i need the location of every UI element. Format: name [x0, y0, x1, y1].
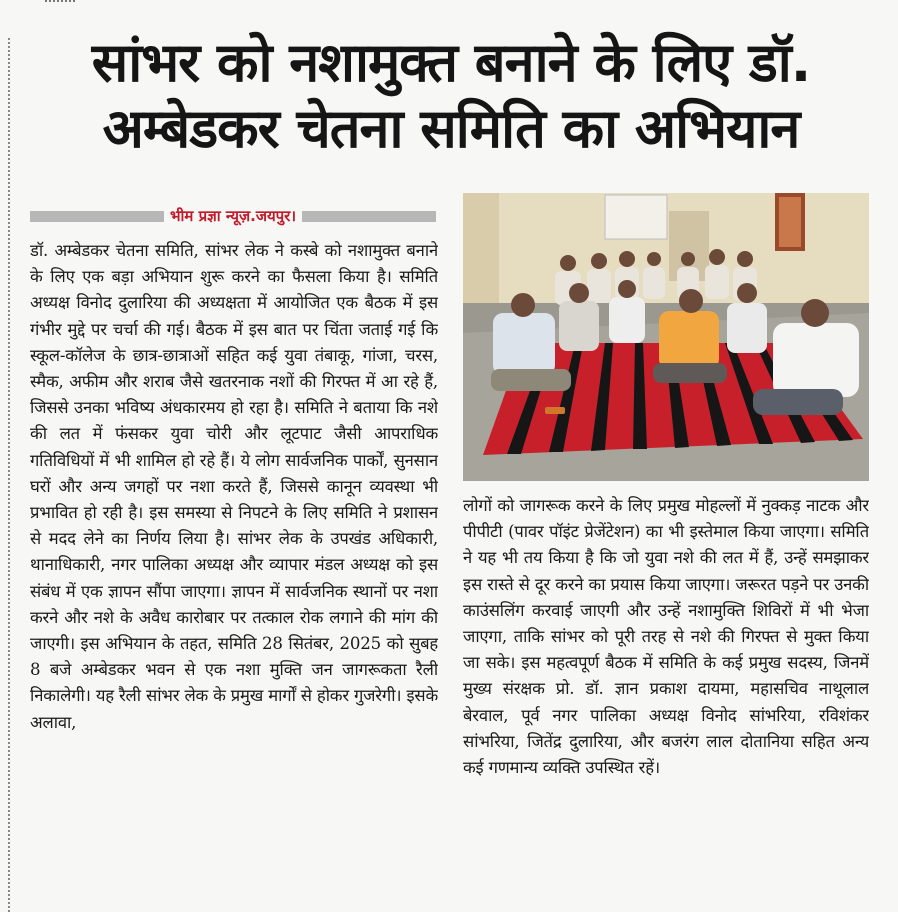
- byline-text: भीम प्रज्ञा न्यूज़.जयपुर।: [164, 206, 302, 226]
- byline-bar-right: [302, 211, 436, 222]
- headline: सांभर को नशामुक्त बनाने के लिए डॉ. अम्बेडकर चेतना समिति का अभियान: [91, 31, 811, 160]
- column-rule: [8, 38, 10, 912]
- meeting-photo-illustration: [463, 193, 869, 481]
- article-column-right: लोगों को जागरूक करने के लिए प्रमुख मोहल्लों में नुक्कड़ नाटक और पीपीटी (पावर पॉइंट प्रेजेंटेशन) का भी इस्तेमाल किया जाएगा। समिति ने यह भी तय किया है कि जो युवा नशे की लत में हैं, उन्हें समझाकर इस रास्ते से दूर करने का प्रयास किया जाएगा। जरूरत पड़ने पर उनकी काउंसलिंग करवाई जाएगी और उन्हें नशामुक्ति शिविरों में भी भेजा जाएगा, ताकि सांभर को पूरी तरह से नशे की गिरफ्त से मुक्त किया जा सके। इस महत्वपूर्ण बैठक में समिति के कई प्रमुख सदस्य, जिनमें मुख्य संरक्षक प्रो. डॉ. ज्ञान प्रकाश दायमा, महासचिव नाथूलाल बेरवाल, पूर्व नगर पालिका अध्यक्ष विनोद सांभरिया, रविशंकर सांभरिया, जितेंद्र दुलारिया, और बजरंग लाल दोतानिया सहित अन्य कई गणमान्य व्यक्ति उपस्थित रहें।: [463, 496, 869, 778]
- byline-bar-left: [30, 211, 164, 222]
- byline: [30, 206, 436, 226]
- meeting-photo: [463, 193, 869, 481]
- article-column-left: डॉ. अम्बेडकर चेतना समिति, सांभर लेक ने कस्बे को नशामुक्त बनाने के लिए एक बड़ा अभियान शुरू करने का फैसला किया है। समिति अध्यक्ष विनोद दुलारिया की अध्यक्षता में आयोजित एक बैठक में इस गंभीर मुद्दे पर चर्चा की गई। बैठक में इस बात पर चिंता जताई गई कि स्कूल-कॉलेज के छात्र-छात्राओं सहित कई युवा तंबाकू, गांजा, चरस, स्मैक, अफीम और शराब जैसे खतरनाक नशों की गिरफ्त में आ रहे हैं, जिससे उनका भविष्य अंधकारमय हो रहा है। समिति ने बताया कि नशे की लत में फंसकर युवा चोरी और लूटपाट जैसी आपराधिक गतिविधियों में भी शामिल हो रहे हैं। ये लोग सार्वजनिक पार्कों, सुनसान घरों और अन्य जगहों पर नशा करते हैं, जिससे कानून व्यवस्था भी प्रभावित हो रही है। इस समस्या से निपटने के लिए समिति ने प्रशासन से मदद लेने का निर्णय लिया है। सांभर लेक के उपखंड अधिकारी, थानाधिकारी, नगर पालिका अध्यक्ष और व्यापार मंडल अध्यक्ष को इस संबंध में एक ज्ञापन सौंपा जाएगा। ज्ञापन में सार्वजनिक स्थानों पर नशा करने और नशे के अवैध कारोबार पर तत्काल रोक लगाने की मांग की जाएगी। इस अभियान के तहत, समिति 28 सितंबर, 2025 को सुबह 8 बजे अम्बेडकर भवन से एक नशा मुक्ति जन जागरूकता रैली निकालेगी। यह रैली सांभर लेक के प्रमुख मार्गों से होकर गुजरेगी। इसके अलावा,: [30, 241, 438, 732]
- clipping-edge-mark: [45, 0, 75, 6]
